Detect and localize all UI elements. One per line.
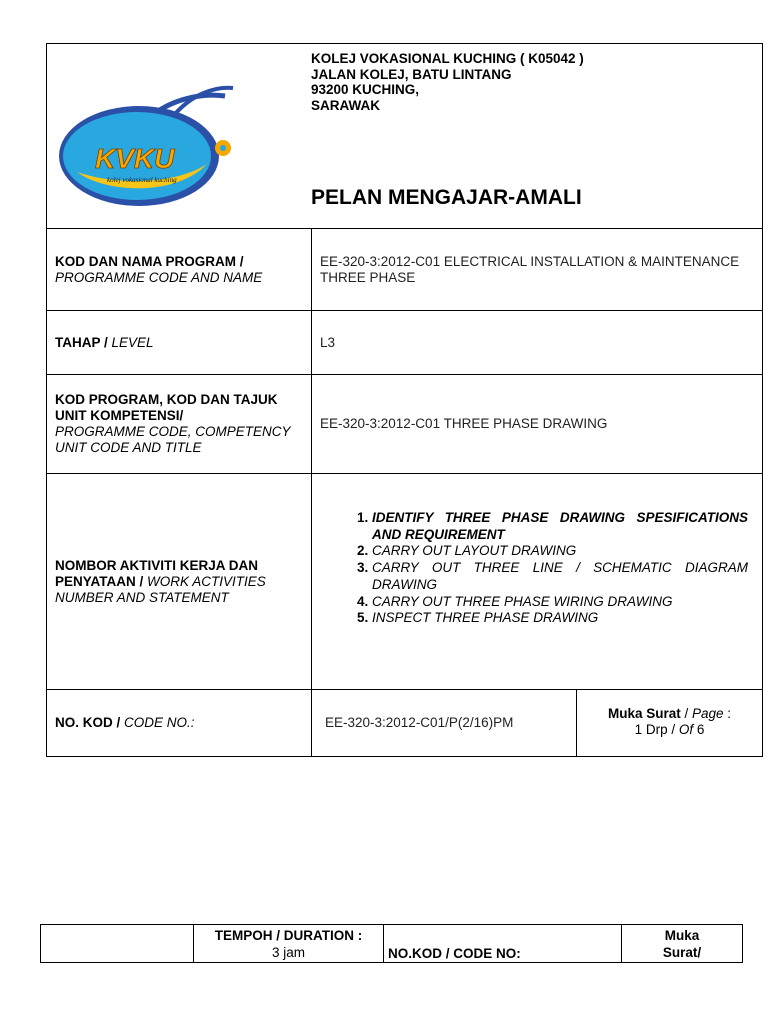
- page-number: 1 Drp / Of 6: [634, 722, 705, 737]
- programme-label: KOD DAN NAMA PROGRAM / PROGRAMME CODE AND NAME: [47, 229, 312, 311]
- lesson-plan-table: [46, 43, 763, 757]
- logo-tagline: kolej vokasional kuching: [107, 176, 177, 184]
- footer-page: Muka Surat/: [622, 925, 743, 963]
- code-value: EE-320-3:2012-C01/P(2/16)PM: [312, 690, 577, 757]
- logo-wordmark: KVKU: [95, 143, 175, 174]
- competency-row: [47, 375, 763, 474]
- footer-empty-cell: [41, 925, 194, 963]
- activity-item: 2. CARRY OUT LAYOUT DRAWING: [372, 543, 754, 560]
- code-row: [47, 690, 763, 757]
- college-address: [311, 51, 584, 113]
- activity-item: 5. INSPECT THREE PHASE DRAWING: [372, 610, 754, 627]
- footer-table: [40, 924, 743, 963]
- kvku-logo: [57, 84, 235, 214]
- address-line: SARAWAK: [311, 97, 381, 113]
- level-value: L3: [312, 311, 763, 375]
- competency-label: KOD PROGRAM, KOD DAN TAJUK UNIT KOMPETENSI/ PROGRAMME CODE, COMPETENCY UNIT CODE AND TITLE: [47, 375, 312, 474]
- activity-item: 4. CARRY OUT THREE PHASE WIRING DRAWING: [372, 594, 754, 611]
- level-label: TAHAP / LEVEL: [47, 311, 312, 375]
- document-header: [47, 44, 763, 229]
- footer-code: NO.KOD / CODE NO:: [384, 925, 622, 963]
- code-label: NO. KOD / CODE NO.:: [47, 690, 312, 757]
- activities-row: [47, 474, 763, 690]
- level-row: [47, 311, 763, 375]
- address-line: 93200 KUCHING,: [311, 82, 420, 97]
- activities-list-cell: [312, 474, 763, 690]
- address-line: KOLEJ VOKASIONAL KUCHING ( K05042 ): [311, 51, 584, 66]
- address-line: JALAN KOLEJ, BATU LINTANG: [311, 66, 512, 82]
- gear-icon: [215, 140, 231, 156]
- activities-list: [320, 510, 754, 627]
- activity-item: 3. CARRY OUT THREE LINE / SCHEMATIC DIAGRAM DRAWING: [372, 560, 754, 593]
- activities-label: NOMBOR AKTIVITI KERJA DAN PENYATAAN / WORK ACTIVITIES NUMBER AND STATEMENT: [47, 474, 312, 690]
- footer-duration: TEMPOH / DURATION : 3 jam: [194, 925, 384, 963]
- programme-row: [47, 229, 763, 311]
- document-title: PELAN MENGAJAR-AMALI: [311, 186, 582, 209]
- programme-value: EE-320-3:2012-C01 ELECTRICAL INSTALLATION & MAINTENANCE THREE PHASE: [312, 229, 763, 311]
- competency-value: EE-320-3:2012-C01 THREE PHASE DRAWING: [312, 375, 763, 474]
- activity-item: 1. IDENTIFY THREE PHASE DRAWING SPESIFICATIONS AND REQUIREMENT: [372, 510, 754, 543]
- page-info: Muka Surat / Page : 1 Drp / Of 6: [577, 690, 763, 757]
